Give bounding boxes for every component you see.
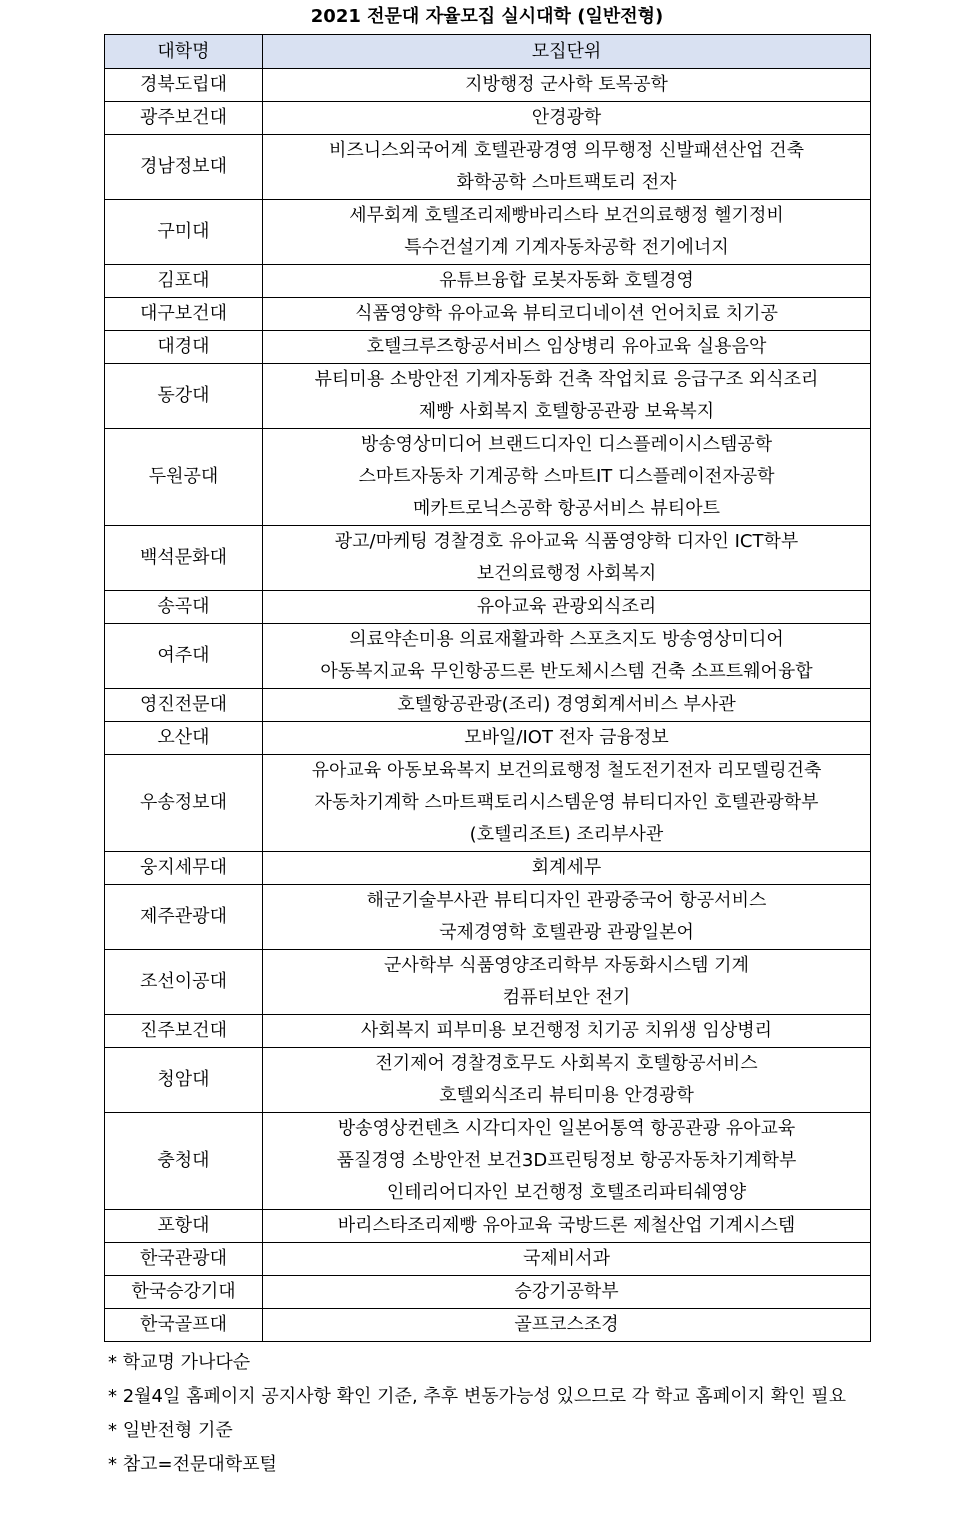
recruitment-unit-cell: [263, 69, 871, 102]
table-header-row: [105, 35, 871, 69]
table-row: [105, 265, 871, 298]
table-row: [105, 298, 871, 331]
university-name-cell: 진주보건대: [105, 1015, 263, 1048]
recruitment-unit-line: 해군기술부사관 뷰티디자인 관광중국어 항공서비스: [366, 890, 767, 911]
university-name-cell: 오산대: [105, 722, 263, 755]
recruitment-unit-line: 방송영상컨텐츠 시각디자인 일본어통역 항공관광 유아교육: [337, 1118, 796, 1139]
table-row: [105, 1309, 871, 1342]
recruitment-unit-line: 바리스타조리제빵 유아교육 국방드론 제철산업 기계시스템: [337, 1215, 796, 1236]
university-name-cell: 여주대: [105, 624, 263, 689]
recruitment-unit-cell: [263, 364, 871, 429]
recruitment-unit-cell: [263, 429, 871, 526]
university-name-cell: 웅지세무대: [105, 852, 263, 885]
university-name-cell: 한국골프대: [105, 1309, 263, 1342]
recruitment-unit-cell: [263, 265, 871, 298]
table-row: [105, 331, 871, 364]
recruitment-unit-cell: [263, 591, 871, 624]
recruitment-unit-line: 비즈니스외국어계 호텔관광경영 의무행정 신발패션산업 건축: [329, 140, 804, 161]
recruitment-unit-line: 보건의료행정 사회복지: [476, 563, 657, 584]
recruitment-unit-line: 품질경영 소방안전 보건3D프린팅정보 항공자동차기계학부: [336, 1150, 797, 1171]
university-name-cell: 제주관광대: [105, 885, 263, 950]
note-sort-order: * 학교명 가나다순: [108, 1352, 251, 1373]
recruitment-unit-cell: [263, 526, 871, 591]
recruitment-unit-cell: [263, 852, 871, 885]
recruitment-unit-line: (호텔리조트) 조리부사관: [469, 824, 664, 845]
table-row: [105, 624, 871, 689]
recruitment-unit-line: 의료약손미용 의료재활과학 스포츠지도 방송영상미디어: [349, 629, 784, 650]
recruitment-unit-line: 방송영상미디어 브랜드디자인 디스플레이시스템공학: [360, 434, 773, 455]
recruitment-unit-line: 승강기공학부: [514, 1281, 619, 1302]
university-name-cell: 대경대: [105, 331, 263, 364]
table-row: [105, 1243, 871, 1276]
table-row: [105, 1276, 871, 1309]
recruitment-unit-line: 유아교육 관광외식조리: [476, 596, 657, 617]
recruitment-unit-line: 모바일/IOT 전자 금융정보: [464, 727, 669, 748]
recruitment-unit-line: 식품영양학 유아교육 뷰티코디네이션 언어치료 치기공: [355, 303, 778, 324]
table-row: [105, 102, 871, 135]
recruitment-unit-line: 특수건설기계 기계자동차공학 전기에너지: [404, 237, 729, 258]
recruitment-unit-line: 제빵 사회복지 호텔항공관광 보육복지: [418, 401, 715, 422]
recruitment-unit-line: 골프코스조경: [514, 1314, 619, 1335]
recruitment-unit-line: 컴퓨터보안 전기: [502, 987, 631, 1008]
recruitment-unit-cell: [263, 885, 871, 950]
recruitment-unit-line: 지방행정 군사학 토목공학: [465, 74, 668, 95]
recruitment-unit-line: 안경광학: [531, 107, 602, 128]
recruitment-unit-cell: [263, 950, 871, 1015]
header-university: 대학명: [105, 35, 263, 69]
recruitment-unit-line: 유튜브융합 로봇자동화 호텔경영: [439, 270, 694, 291]
recruitment-unit-line: 자동차기계학 스마트팩토리시스템운영 뷰티디자인 호텔관광학부: [314, 792, 819, 813]
university-name-cell: 한국관광대: [105, 1243, 263, 1276]
recruitment-unit-cell: [263, 1048, 871, 1113]
recruitment-unit-line: 스마트자동차 기계공학 스마트IT 디스플레이전자공학: [358, 466, 775, 487]
recruitment-unit-cell: [263, 1015, 871, 1048]
recruitment-unit-line: 광고/마케팅 경찰경호 유아교육 식품영양학 디자인 ICT학부: [334, 531, 799, 552]
note-source: * 참고=전문대학포털: [108, 1454, 277, 1475]
table-row: [105, 1048, 871, 1113]
recruitment-unit-cell: [263, 689, 871, 722]
notes: [108, 1346, 846, 1482]
recruitment-unit-cell: [263, 755, 871, 852]
table-row: [105, 591, 871, 624]
table-row: [105, 135, 871, 200]
recruitment-unit-line: 화학공학 스마트팩토리 전자: [456, 172, 677, 193]
university-name-cell: 백석문화대: [105, 526, 263, 591]
table-row: [105, 429, 871, 526]
university-name-cell: 한국승강기대: [105, 1276, 263, 1309]
university-name-cell: 충청대: [105, 1113, 263, 1210]
table-row: [105, 722, 871, 755]
recruitment-unit-line: 아동복지교육 무인항공드론 반도체시스템 건축 소프트웨어융합: [320, 661, 813, 682]
table-row: [105, 885, 871, 950]
note-admission-type: * 일반전형 기준: [108, 1420, 233, 1441]
recruitment-unit-cell: [263, 1243, 871, 1276]
recruitment-unit-line: 인테리어디자인 보건행정 호텔조리파티쉐영양: [386, 1182, 747, 1203]
recruitment-unit-line: 호텔크루즈항공서비스 임상병리 유아교육 실용음악: [366, 336, 767, 357]
table-row: [105, 69, 871, 102]
recruitment-unit-line: 메카트로닉스공학 항공서비스 뷰티아트: [412, 498, 721, 519]
recruitment-unit-cell: [263, 624, 871, 689]
university-name-cell: 구미대: [105, 200, 263, 265]
table-row: [105, 1015, 871, 1048]
note-reference-date: * 2월4일 홈페이지 공지사항 확인 기준, 추후 변동가능성 있으므로 각 학교 홈페이지 확인 필요: [108, 1386, 846, 1407]
table-row: [105, 1113, 871, 1210]
university-name-cell: 송곡대: [105, 591, 263, 624]
table-row: [105, 689, 871, 722]
header-recruitment-unit: 모집단위: [263, 35, 871, 69]
university-name-cell: 조선이공대: [105, 950, 263, 1015]
recruitment-unit-line: 뷰티미용 소방안전 기계자동화 건축 작업치료 응급구조 외식조리: [314, 369, 819, 390]
university-name-cell: 경남정보대: [105, 135, 263, 200]
table-row: [105, 852, 871, 885]
table-body: [105, 69, 871, 1342]
recruitment-unit-line: 유아교육 아동보육복지 보건의료행정 철도전기전자 리모델링건축: [311, 760, 822, 781]
recruitment-unit-cell: [263, 331, 871, 364]
recruitment-unit-line: 호텔외식조리 뷰티미용 안경광학: [439, 1085, 694, 1106]
table-row: [105, 1210, 871, 1243]
university-name-cell: 영진전문대: [105, 689, 263, 722]
recruitment-unit-line: 세무회계 호텔조리제빵바리스타 보건의료행정 헬기정비: [349, 205, 784, 226]
recruitment-unit-line: 군사학부 식품영양조리학부 자동화시스템 기계: [384, 955, 749, 976]
table-row: [105, 755, 871, 852]
university-name-cell: 김포대: [105, 265, 263, 298]
table-row: [105, 200, 871, 265]
recruitment-unit-cell: [263, 102, 871, 135]
recruitment-unit-cell: [263, 722, 871, 755]
university-name-cell: 광주보건대: [105, 102, 263, 135]
university-name-cell: 대구보건대: [105, 298, 263, 331]
recruitment-unit-cell: [263, 1210, 871, 1243]
university-name-cell: 경북도립대: [105, 69, 263, 102]
table-row: [105, 526, 871, 591]
recruitment-unit-cell: [263, 200, 871, 265]
recruitment-unit-line: 국제경영학 호텔관광 관광일본어: [439, 922, 694, 943]
recruitment-unit-cell: [263, 1276, 871, 1309]
university-name-cell: 청암대: [105, 1048, 263, 1113]
recruitment-unit-cell: [263, 1309, 871, 1342]
recruitment-unit-cell: [263, 1113, 871, 1210]
university-name-cell: 우송정보대: [105, 755, 263, 852]
university-name-cell: 포항대: [105, 1210, 263, 1243]
table-row: [105, 950, 871, 1015]
recruitment-unit-line: 사회복지 피부미용 보건행정 치기공 치위생 임상병리: [360, 1020, 773, 1041]
recruitment-unit-line: 회계세무: [531, 857, 602, 878]
page-title: 2021 전문대 자율모집 실시대학 (일반전형): [310, 6, 664, 27]
university-name-cell: 동강대: [105, 364, 263, 429]
recruitment-unit-cell: [263, 135, 871, 200]
university-name-cell: 두원공대: [105, 429, 263, 526]
recruitment-unit-line: 전기제어 경찰경호무도 사회복지 호텔항공서비스: [375, 1053, 758, 1074]
table-row: [105, 364, 871, 429]
recruitment-unit-line: 국제비서과: [523, 1248, 610, 1269]
recruitment-table: [104, 34, 871, 1342]
recruitment-unit-line: 호텔항공관광(조리) 경영회계서비스 부사관: [397, 694, 736, 715]
recruitment-unit-cell: [263, 298, 871, 331]
